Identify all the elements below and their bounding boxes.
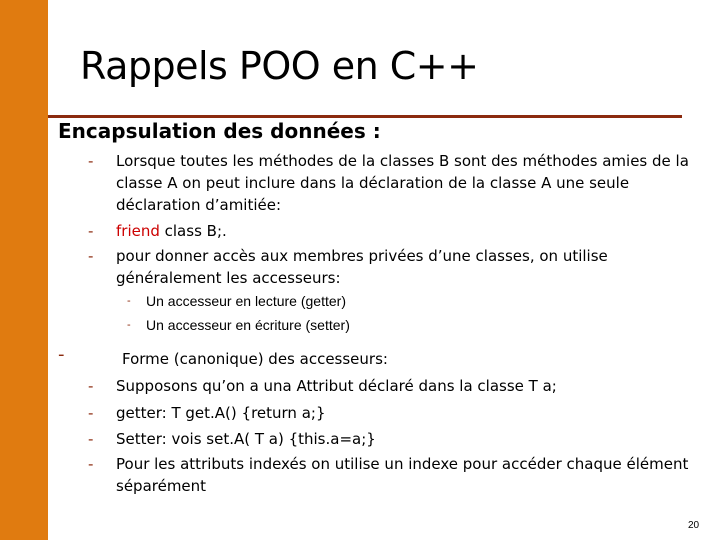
sub-bullet-getter — [127, 289, 686, 313]
main-bullet-text: Forme (canonique) des accesseurs: — [122, 350, 388, 368]
sub-bullet-text: Un accesseur en lecture (getter) — [146, 293, 346, 309]
bullet-text: class B;. — [159, 222, 227, 240]
bullet-dash: - — [88, 377, 94, 395]
bullet-dash: - — [88, 455, 94, 473]
sub-bullet-dash: - — [127, 319, 131, 331]
bullet-text: Setter: vois set.A( T a) {this.a=a;} — [116, 430, 376, 448]
bullet-friend-declaration — [88, 220, 706, 242]
main-bullet-dash: - — [58, 344, 65, 365]
bullet-text: getter: T get.A() {return a;} — [116, 404, 326, 422]
bullet-dash: - — [88, 430, 94, 448]
side-bar — [0, 0, 48, 540]
bullet-text: pour donner accès aux membres privées d’une classes, on utilise généralement les accesseurs: — [116, 247, 608, 287]
sub-bullet-text: Un accesseur en écriture (setter) — [146, 317, 350, 333]
bullet-dash: - — [88, 222, 94, 240]
slide-title: Rappels POO en C++ — [80, 44, 479, 88]
bullet-dash: - — [88, 404, 94, 422]
title-rule — [48, 115, 682, 118]
bullet-text: Lorsque toutes les méthodes de la classes B sont des méthodes amies de la classe A on peut inclure dans la déclaration de la classe A une seule déclaration d’amitiée: — [116, 152, 689, 214]
page-number: 20 — [688, 520, 700, 531]
bullet-accessors — [88, 245, 706, 289]
friend-keyword: friend — [116, 222, 160, 240]
section-heading: Encapsulation des données : — [58, 119, 381, 143]
bullet-indexed-attributes — [88, 453, 706, 497]
bullet-getter-code — [88, 402, 706, 424]
bullet-dash: - — [88, 247, 94, 265]
bullet-text: Supposons qu’on a una Attribut déclaré dans la classe T a; — [116, 377, 557, 395]
bullet-friend-classes — [88, 150, 706, 216]
sub-bullet-dash: - — [127, 295, 131, 307]
bullet-dash: - — [88, 152, 94, 170]
sub-bullet-setter — [127, 313, 686, 337]
bullet-text: Pour les attributs indexés on utilise un indexe pour accéder chaque élément séparément — [116, 455, 689, 495]
bullet-setter-code — [88, 428, 706, 450]
main-bullet-canonical-form — [58, 344, 702, 370]
bullet-suppose-attribute — [88, 375, 706, 397]
